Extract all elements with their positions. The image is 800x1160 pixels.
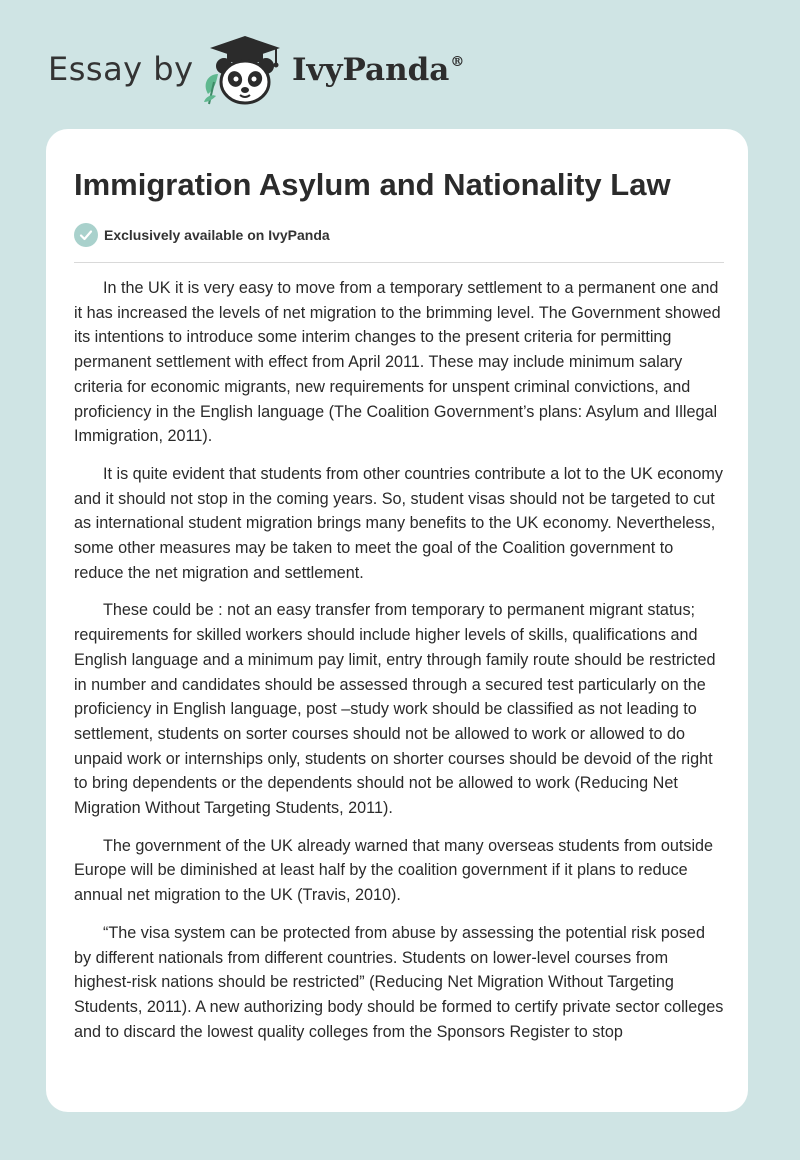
page-title: Immigration Asylum and Nationality Law <box>74 167 671 202</box>
exclusive-badge <box>74 222 330 247</box>
paragraph: These could be : not an easy transfer from temporary to permanent migrant status; requirements for skilled workers should include higher levels of skills, qualifications and English language and a minimum pay limit, entry through family route should be restricted in number and candidates should be assessed through a secured test particularly on the proficiency in English language, post –study work should be classified as not leading to settlement, students on sorter courses should not be allowed to work or allowed to do unpaid work or internships only, students on shorter courses should be devoid of the right to bring dependents or the dependents should not be allowed to work (Reducing Net Migration Without Targeting Students, 2011). <box>74 601 716 818</box>
exclusive-label: Exclusively available on IvyPanda <box>104 226 330 243</box>
brand-name[interactable]: IvyPanda® <box>292 52 465 88</box>
paragraph: It is quite evident that students from other countries contribute a lot to the UK economy and it should not stop in the coming years. So, student visas should not be targeted to cut as international student migration brings many benefits to the UK economy. Nevertheless, some other measures may be taken to meet the goal of the Coalition government to reduce the net migration and settlement. <box>74 464 723 582</box>
paragraph: “The visa system can be protected from abuse by assessing the potential risk posed by different nationals from different countries. Students on lower-level courses from highest-risk nations should be restricted” (Reducing Net Migration Without Targeting Students, 2011). A new authorizing body should be formed to certify private sector colleges and to discard the lowest quality colleges from the Sponsors Register to stop <box>74 923 724 1041</box>
site-header <box>0 0 800 130</box>
divider <box>74 262 724 263</box>
essay-card <box>46 129 748 1112</box>
paragraph: The government of the UK already warned that many overseas students from outside Europe will be diminished at least half by the coalition government if it plans to reduce annual net migration to the UK (Travis, 2010). <box>74 836 714 905</box>
paragraph: In the UK it is very easy to move from a temporary settlement to a permanent one and it has increased the levels of net migration to the brimming level. The Government showed its intentions to introduce some interim changes to the present criteria for permitting permanent settlement with effect from April 2011. These may include minimum salary criteria for economic migrants, new requirements for unspent criminal convictions, and proficiency in the English language (The Coalition Government’s plans: Asylum and Illegal Immigration, 2011). <box>74 279 721 446</box>
article-body <box>74 276 726 1057</box>
essay-by-label: Essay by <box>48 50 194 88</box>
panda-logo-icon[interactable] <box>200 34 290 108</box>
check-icon <box>74 223 98 247</box>
